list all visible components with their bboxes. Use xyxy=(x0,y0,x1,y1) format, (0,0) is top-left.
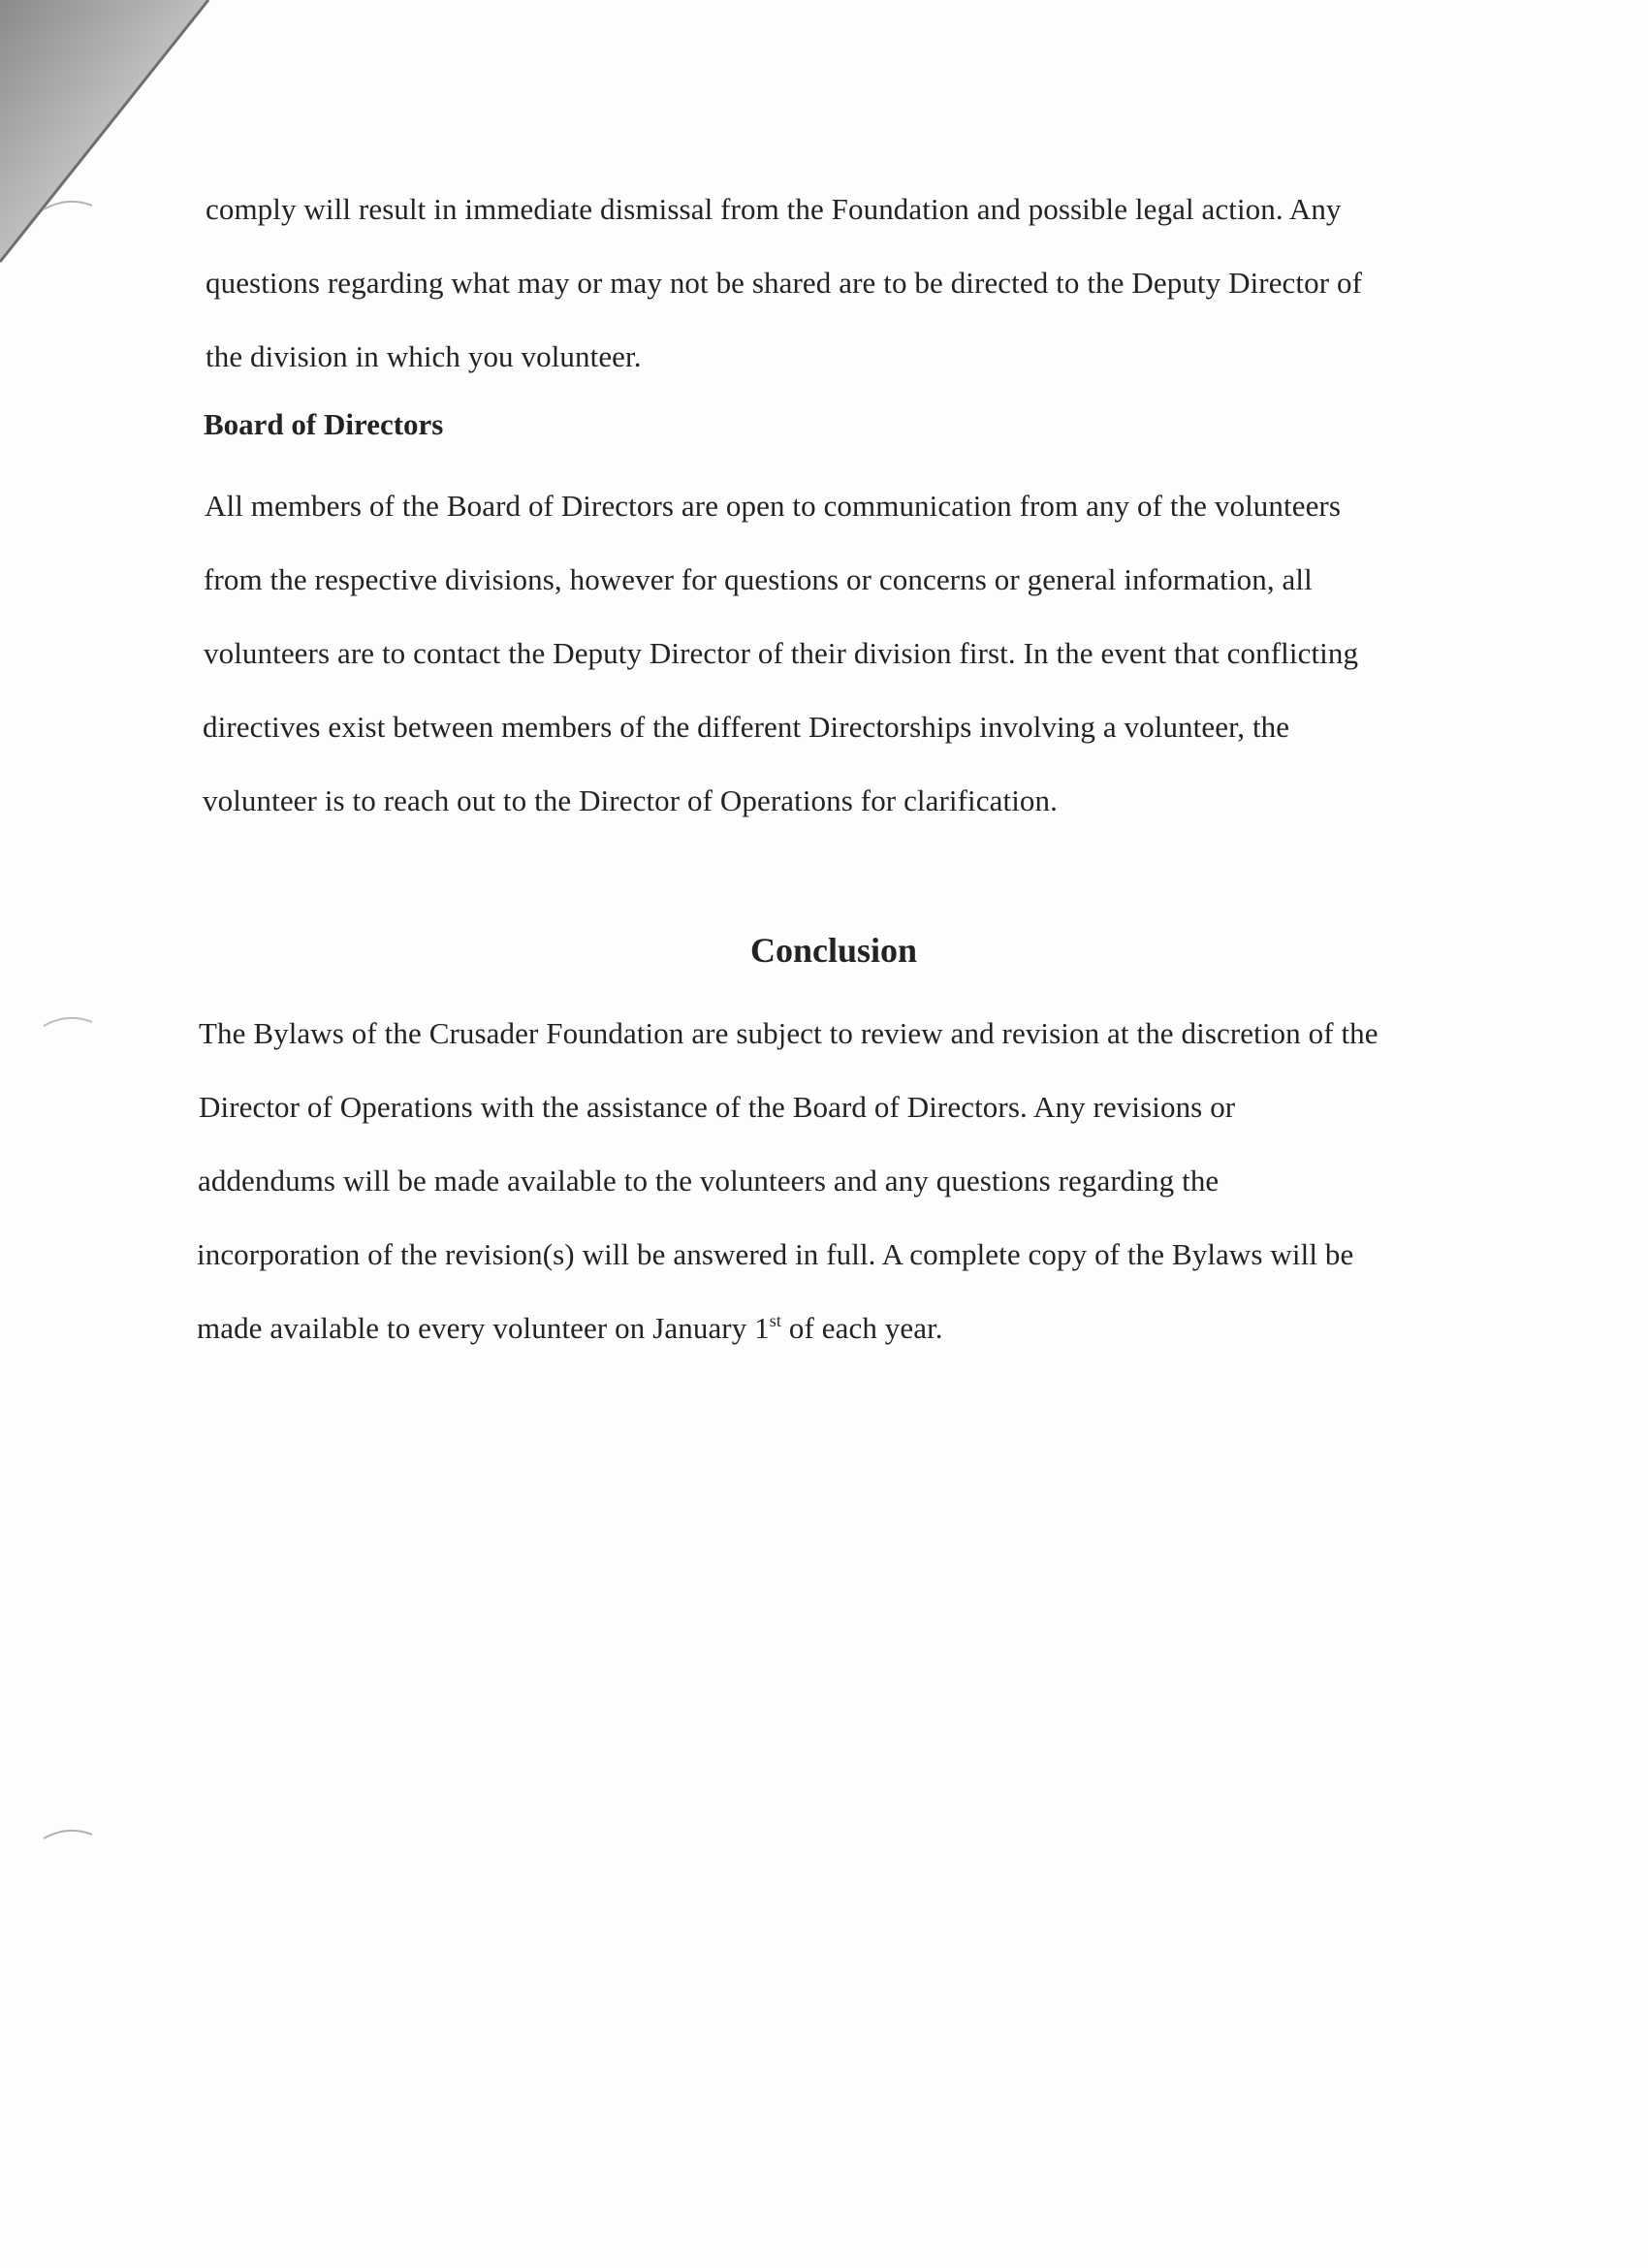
intro-line-2: questions regarding what may or may not be shared are to be directed to the Deputy Director of xyxy=(206,266,1363,300)
board-line-3: volunteers are to contact the Deputy Director of their division first. In the event that conflicting xyxy=(204,636,1359,670)
conclusion-line-4: incorporation of the revision(s) will be answered in full. A complete copy of the Bylaws will be xyxy=(197,1237,1354,1271)
conclusion-line-1: The Bylaws of the Crusader Foundation are subject to review and revision at the discretion of the xyxy=(199,1016,1379,1050)
board-line-5: volunteer is to reach out to the Director of Operations for clarification. xyxy=(203,783,1058,817)
intro-line-3: the division in which you volunteer. xyxy=(206,339,642,373)
margin-mark xyxy=(39,1821,97,1850)
conclusion-line-3: addendums will be made available to the volunteers and any questions regarding the xyxy=(198,1164,1220,1198)
board-line-2: from the respective divisions, however for questions or concerns or general information, all xyxy=(204,562,1313,596)
page-corner-shadow xyxy=(0,0,223,272)
ordinal-suffix: st xyxy=(769,1311,782,1330)
intro-line-1: comply will result in immediate dismissal from the Foundation and possible legal action. Any xyxy=(206,192,1342,226)
board-of-directors-heading: Board of Directors xyxy=(204,407,444,441)
margin-mark xyxy=(39,1008,97,1038)
conclusion-line-2: Director of Operations with the assistance of the Board of Directors. Any revisions or xyxy=(199,1090,1236,1124)
final-line-end: of each year. xyxy=(781,1311,943,1345)
final-line-start: made available to every volunteer on January 1 xyxy=(197,1311,770,1345)
conclusion-line-5 xyxy=(197,1309,943,1348)
board-line-1: All members of the Board of Directors are open to communication from any of the volunteers xyxy=(205,489,1342,523)
margin-mark xyxy=(39,192,97,221)
conclusion-heading: Conclusion xyxy=(749,931,918,970)
board-line-4: directives exist between members of the different Directorships involving a volunteer, the xyxy=(203,710,1290,744)
